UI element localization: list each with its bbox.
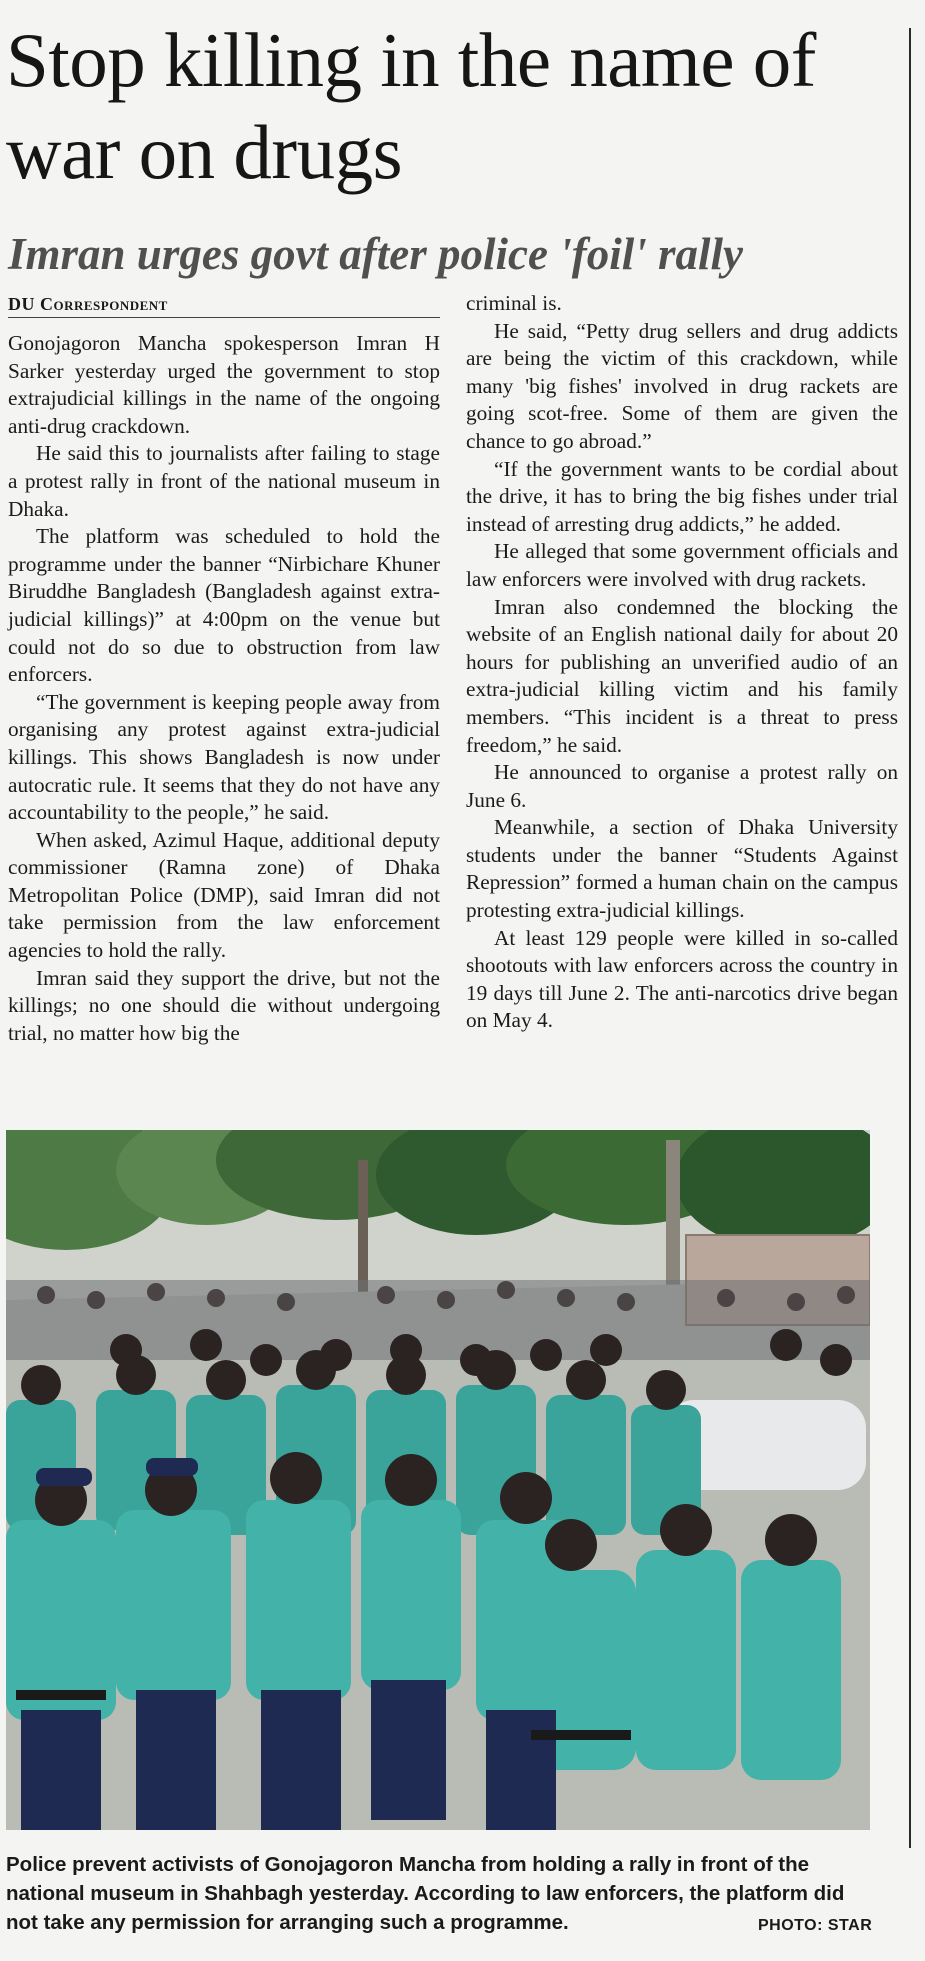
paragraph: Imran also condemned the blocking the website of an English national daily for about 20 hours for publishing an unverified audio of an extra-judicial killing victim and his family members. “This incident is a threat to press freedom,” he said. [466, 594, 898, 757]
paragraph: Gonojagoron Mancha spokesperson Imran H Sarker yesterday urged the government to stop extrajudicial killings in the name of the ongoing anti-drug crackdown. [8, 331, 440, 438]
article-column-left [8, 330, 440, 1047]
photo-credit: PHOTO: STAR [758, 1917, 873, 1934]
paragraph: He said, “Petty drug sellers and drug addicts are being the victim of this crackdown, while many 'big fishes' involved in drug rackets are going scot-free. Some of them are given the chance to go abroad.” [466, 318, 898, 453]
paragraph-continuation: criminal is. [466, 291, 562, 315]
column-rule [909, 28, 911, 1848]
paragraph: The platform was scheduled to hold the programme under the banner “Nirbichare Khuner Biruddhe Bangladesh (Bangladesh against extra-judicial killings)” at 4:00pm on the venue but could not do so due to obstruction from law enforcers. [8, 524, 440, 687]
paragraph: “The government is keeping people away from organising any protest against extra-judicial killings. This shows Bangladesh is now under autocratic rule. It seems that they do not have any accountability to the people,” he said. [8, 689, 440, 825]
paragraph: At least 129 people were killed in so-called shootouts with law enforcers across the country in 19 days till June 2. The anti-narcotics drive began on May 4. [466, 925, 898, 1033]
subhead: Imran urges govt after police 'foil' rally [8, 229, 743, 279]
news-photo [6, 1130, 870, 1830]
headline: Stop killing in the name of war on drugs [6, 17, 816, 195]
paragraph: He announced to organise a protest rally on June 6. [466, 760, 898, 812]
police-crowd-illustration [6, 1130, 870, 1830]
byline: DU Correspondent [8, 294, 168, 314]
photo-caption: Police prevent activists of Gonojagoron Mancha from holding a rally in front of the national museum in Shahbagh yesterday. According to law enforcers, the platform did not take any permission for arranging such a programme. [6, 1853, 845, 1934]
paragraph: He alleged that some government officials and law enforcers were involved with drug rackets. [466, 539, 898, 591]
paragraph: “If the government wants to be cordial about the drive, it has to bring the big fishes under trial instead of arresting drug addicts,” he added. [466, 456, 898, 536]
article-column-right [466, 290, 898, 1035]
paragraph: Imran said they support the drive, but not the killings; no one should die without undergoing trial, no matter how big the [8, 965, 440, 1045]
paragraph: When asked, Azimul Haque, additional deputy commissioner (Ramna zone) of Dhaka Metropolitan Police (DMP), said Imran did not take permission from the law enforcement agencies to hold the rally. [8, 827, 440, 963]
byline-bar [8, 294, 440, 318]
paragraph: He said this to journalists after failing to stage a protest rally in front of the national museum in Dhaka. [8, 441, 440, 521]
paragraph: Meanwhile, a section of Dhaka University students under the banner “Students Against Repression” formed a human chain on the campus protesting extra-judicial killings. [466, 815, 898, 923]
